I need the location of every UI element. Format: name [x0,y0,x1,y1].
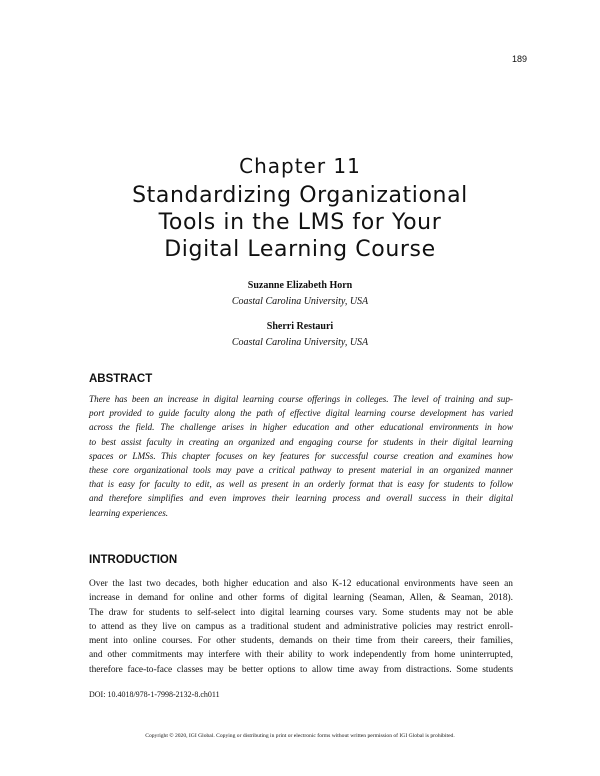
author-affiliation: Coastal Carolina University, USA [231,337,369,348]
introduction-line: to attend as they live on campus as a traditional student and administrative policies may restrict enroll- [89,621,513,632]
abstract-line: learning experiences. [89,507,169,518]
copyright-notice: Copyright © 2020, IGI Global. Copying or distributing in print or electronic forms without written permission of IGI Global is prohibited. [145,733,455,739]
chapter-title-line: Tools in the LMS for Your [158,210,442,235]
abstract-line: that is easy for faculty to edit, as well as present in an orderly format that is easy for students to follow [89,479,513,490]
introduction-line: increase in demand for online and other forms of digital learning (Seaman, Allen, & Seaman, 2018). [89,593,513,604]
abstract-line: port provided to guide faculty along the path of effective digital learning course development has varied [89,408,513,419]
introduction-text [89,577,513,677]
introduction-line: Over the last two decades, both higher education and also K-12 educational environments have seen an [89,579,513,589]
doi: DOI: 10.4018/978-1-7998-2132-8.ch011 [89,690,220,699]
abstract-text [89,392,513,520]
introduction-line: therefore face-to-face classes may be better options to allow time away from distractions. Some students [89,664,513,675]
chapter-title [80,182,520,263]
chapter-title-line: Standardizing Organizational [132,183,468,208]
abstract-line: across the field. The challenge arises in higher education and other educational environments in how [89,422,513,433]
introduction-heading: INTRODUCTION [89,554,178,566]
introduction-line: The draw for students to self-select into digital learning courses vary. Some students may not be able [89,607,513,618]
abstract-line: to best assist faculty in creating an organized and engaging course for students in their digital learning [89,436,513,447]
chapter-title-line: Digital Learning Course [164,237,436,262]
author-name: Sherri Restauri [266,321,334,332]
abstract-heading: ABSTRACT [89,373,153,385]
author-affiliation: Coastal Carolina University, USA [231,296,369,307]
introduction-line: and other commitments may interfere with their ability to work independently from home uninterrupted, [89,650,513,661]
chapter-label: Chapter 11 [239,154,361,178]
page-number: 189 [511,54,527,64]
abstract-line: these core organizational tools may pave a critical pathway to present material in an organized manner [89,465,513,476]
abstract-line: There has been an increase in digital learning course offerings in colleges. The level of training and sup- [89,394,513,404]
author-name: Suzanne Elizabeth Horn [247,280,353,291]
abstract-line: spaces or LMSs. This chapter focuses on key features for successful course creation and examines how [89,450,513,461]
introduction-line: ment into online courses. For other students, demands on their time from their careers, their families, [89,636,513,647]
abstract-line: and therefore simplifies and even improves their learning process and overall success in their digital [89,493,513,504]
